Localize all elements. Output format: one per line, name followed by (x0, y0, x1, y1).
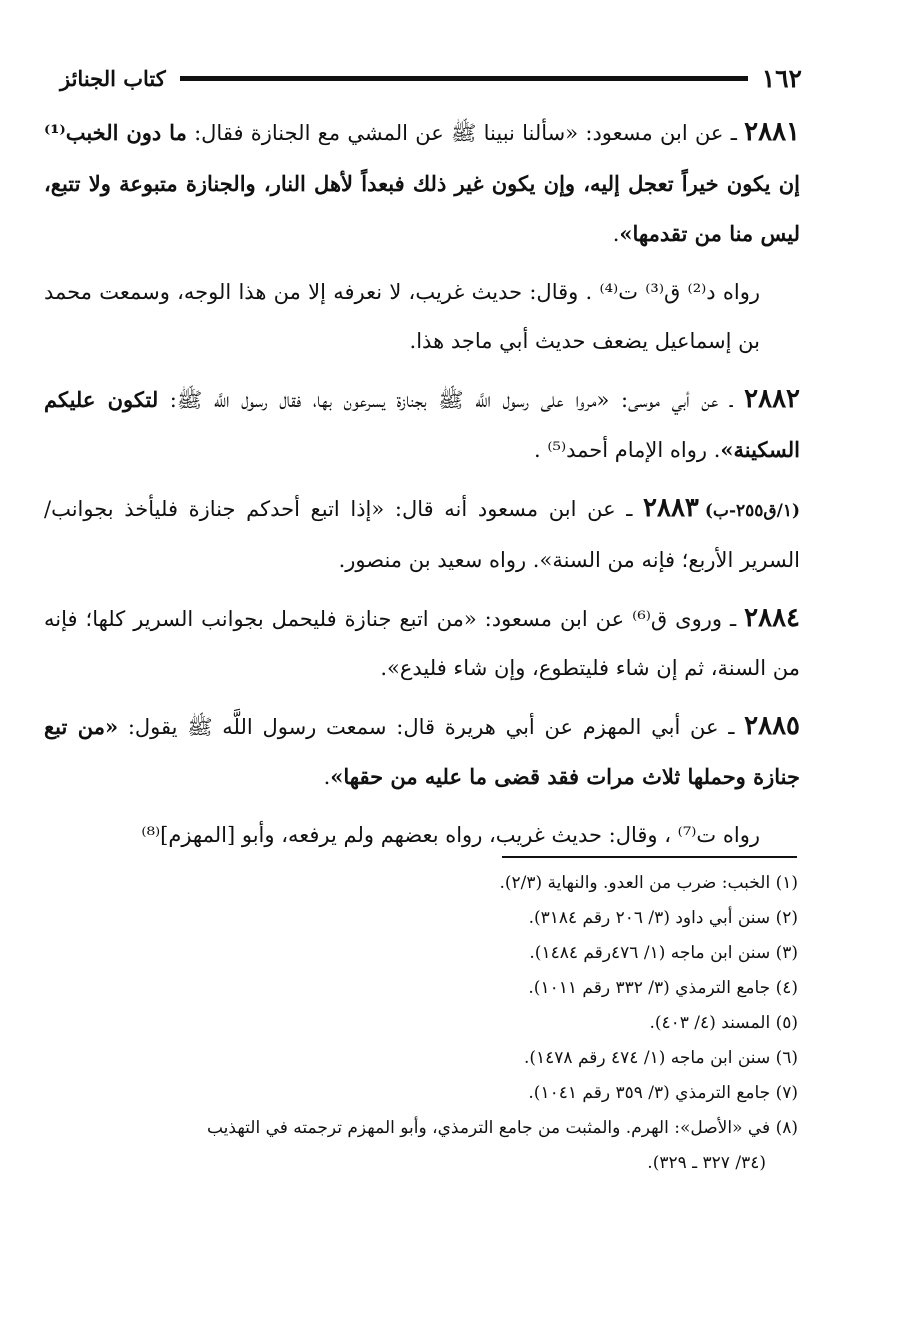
footnote-3: (٣) سنن ابن ماجه (١/ ٤٧٦رقم ١٤٨٤). (529, 943, 798, 963)
hadith-tail: . رواه الإمام أحمد⁽⁵⁾ . (534, 438, 721, 462)
page-number: ١٦٢ (761, 63, 802, 93)
hadith-number: ٢٨٨٥ (744, 710, 801, 741)
hadith-2881 (44, 108, 800, 260)
footnote-4: (٤) جامع الترمذي (٣/ ٣٣٢ رقم ١٠١١). (528, 978, 798, 998)
riwaya-2885: رواه ت⁽⁷⁾ ، وقال: حديث غريب، رواه بعضهم ولم يرفعه، وأبو [المهزم]⁽⁸⁾ (141, 822, 760, 847)
hadith-number: ٢٨٨٣ (643, 492, 699, 523)
hadith-text: ـ عن ابن مسعود: «سألنا نبينا ﷺ عن المشي مع الجنازة فقال: (186, 121, 745, 145)
footnote-8-continued: (٣٤/ ٣٢٧ ـ ٣٢٩). (647, 1153, 766, 1173)
hadith-text: ـ عن أبي موسى: «مروا على رسول اللَّه ﷺ بجنازة يسرعون بها، فقال رسول اللَّه ﷺ: (158, 387, 745, 412)
footnote-7: (٧) جامع الترمذي (٣/ ٣٥٩ رقم ١٠٤١). (528, 1083, 798, 1103)
riwaya-2881: رواه د⁽²⁾ ق⁽³⁾ ت⁽⁴⁾ . وقال: حديث غريب، لا نعرفه إلا من هذا الوجه، وسمعت محمد بن إسماعيل يضعف حديث أبي ماجد هذا. (44, 279, 760, 353)
footnote-6: (٦) سنن ابن ماجه (١/ ٤٧٤ رقم ١٤٧٨). (523, 1048, 798, 1068)
hadith-2884 (44, 594, 800, 694)
hadith-tail: . (612, 222, 620, 246)
hadith-quote: ما دون الخبب⁽¹⁾ إن يكون خيراً تعجل إليه، وإن يكون غير ذلك فبعداً لأهل النار، والجنازة متبوعة ولا تتبع، ليس منا من تقدمها» (44, 120, 800, 246)
hadith-number: ٢٨٨١ (744, 117, 800, 147)
main-text (44, 108, 800, 868)
header-rule (180, 76, 748, 81)
hadith-2882 (44, 375, 800, 476)
footnote-5: (٥) المسند (٤/ ٤٠٣). (649, 1013, 798, 1033)
manuscript-folio-ref: (١/ق٢٥٥-ب) (704, 500, 800, 521)
hadith-2883 (44, 484, 800, 586)
hadith-tail: . (323, 765, 331, 789)
hadith-text: ـ عن أبي المهزم عن أبي هريرة قال: سمعت رسول اللَّه ﷺ يقول: (118, 714, 745, 739)
hadith-quote: «من تبع جنازة وحملها ثلاث مرات فقد قضى ما عليه من حقها» (44, 713, 800, 789)
footnote-2: (٢) سنن أبي داود (٣/ ٢٠٦ رقم ٣١٨٤). (528, 908, 798, 928)
hadith-text: ـ وروى ق⁽⁶⁾ عن ابن مسعود: «من اتبع جنازة فليحمل بجوانب السرير كلها؛ فإنه من السنة، ثم إن شاء فليتطوع، وإن شاء فليدع». (44, 606, 800, 680)
footnotes (58, 866, 798, 1181)
footnote-1: (١) الخبب: ضرب من العدو. والنهاية (٢/٣). (499, 873, 798, 893)
hadith-2885 (44, 702, 800, 803)
hadith-quote: لتكون عليكم السكينة» (44, 386, 800, 462)
running-head (60, 58, 802, 98)
footnote-separator (502, 856, 797, 858)
book-title: كتاب الجنائز (60, 65, 166, 91)
hadith-number: ٢٨٨٤ (744, 602, 800, 633)
hadith-number: ٢٨٨٢ (744, 383, 800, 414)
hadith-text: ـ عن ابن مسعود أنه قال: «إذا اتبع أحدكم جنازة فليأخذ بجوانب/ السرير الأربع؛ فإنه من السنة». رواه سعيد بن منصور. (44, 496, 800, 572)
footnote-8: (٨) في «الأصل»: الهرم. والمثبت من جامع الترمذي، وأبو المهزم ترجمته في التهذيب (206, 1118, 798, 1138)
